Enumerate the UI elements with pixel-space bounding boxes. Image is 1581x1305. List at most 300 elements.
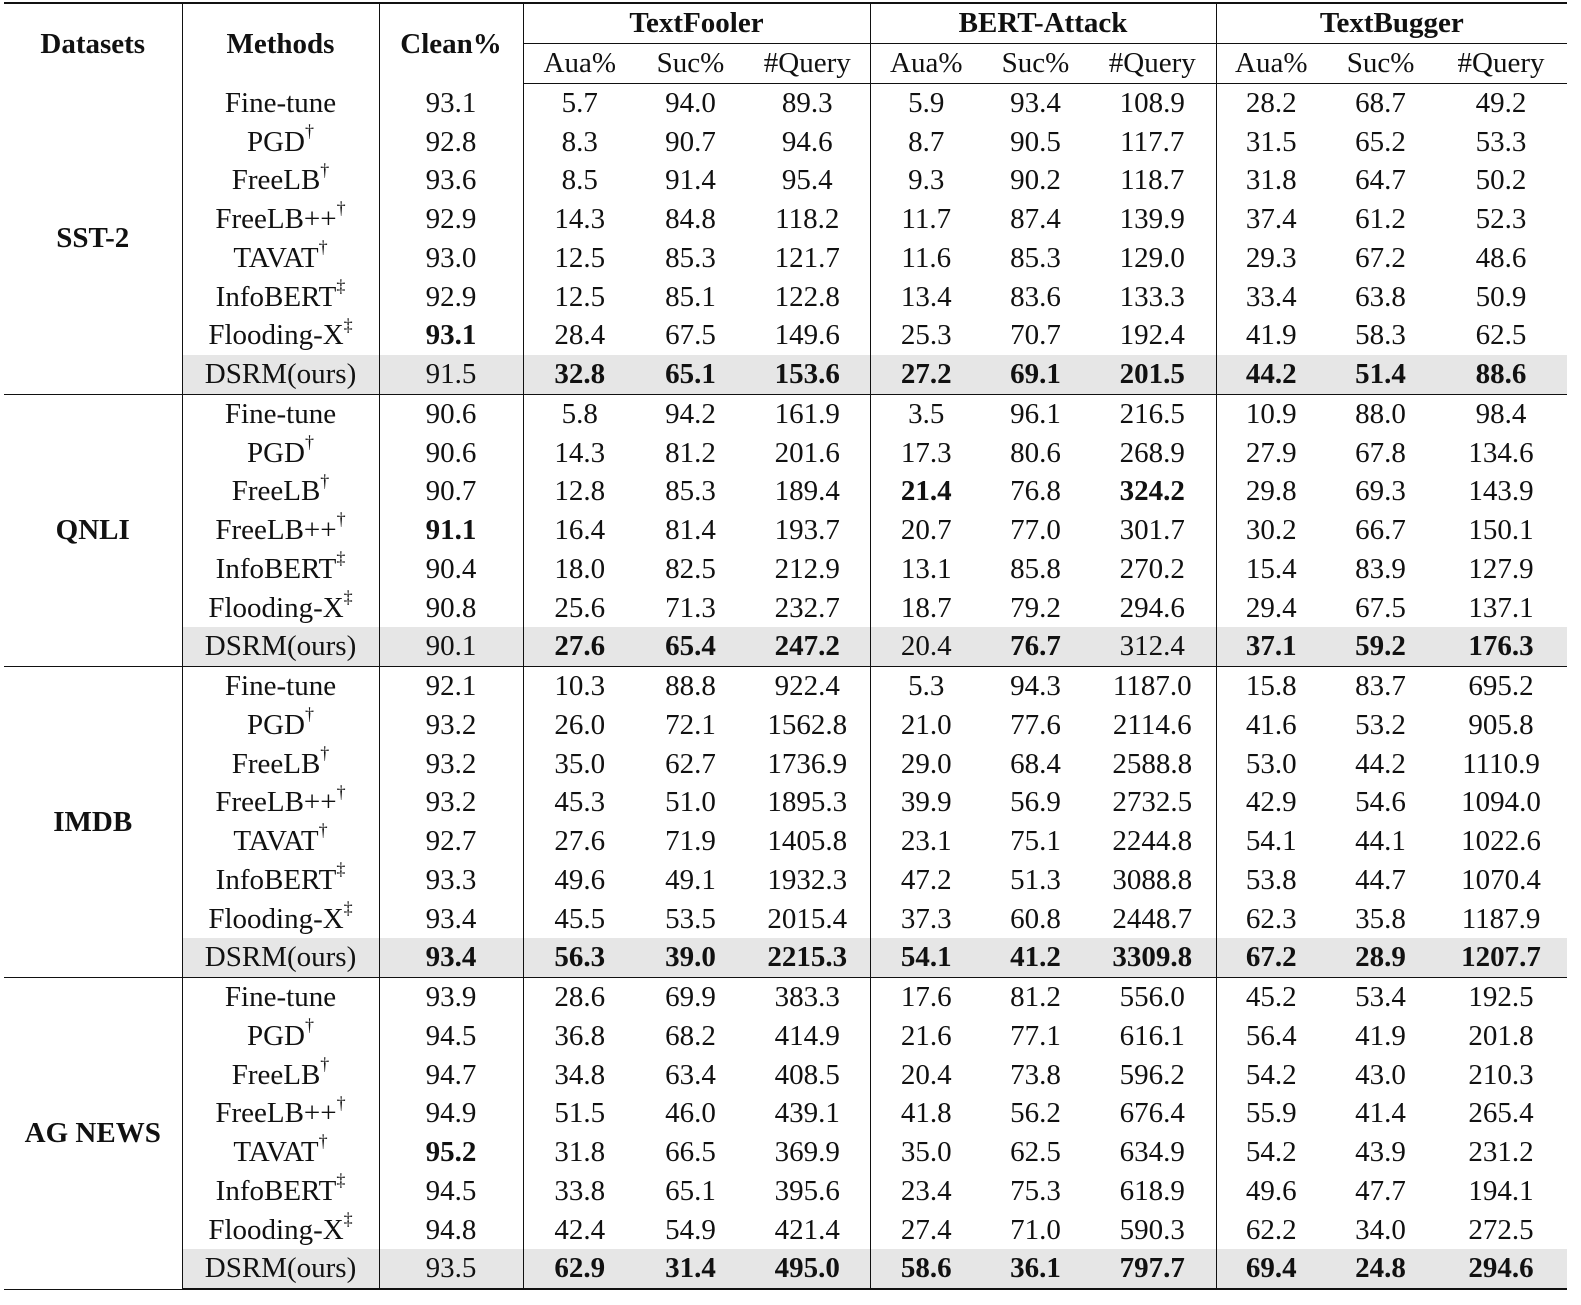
value-cell: 556.0 [1089, 977, 1216, 1016]
value-cell: 27.6 [523, 627, 636, 666]
clean-cell: 93.6 [379, 161, 523, 200]
clean-cell: 93.4 [379, 899, 523, 938]
method-name: DSRM(ours) [204, 1252, 357, 1285]
dataset-label: QNLI [4, 394, 182, 666]
value-cell: 27.9 [1245, 436, 1297, 469]
method-name: FreeLB++ [215, 1097, 337, 1130]
table-row [4, 977, 1567, 1016]
value-cell: 676.4 [1089, 1094, 1216, 1133]
method-cell [182, 627, 379, 666]
value-cell: 231.2 [1468, 1136, 1534, 1169]
value-cell: 216.5 [1089, 394, 1216, 433]
value-cell: 84.8 [665, 203, 716, 236]
value-cell: 312.4 [1089, 627, 1216, 666]
value-cell: 49.1 [665, 863, 716, 896]
value-cell: 5.3 [870, 666, 982, 705]
method-name: PGD [246, 708, 305, 741]
value-cell: 16.4 [554, 514, 606, 547]
value-cell: 12.8 [554, 475, 606, 508]
method-name: DSRM(ours) [204, 358, 357, 391]
method-cell [182, 511, 379, 550]
value-cell: 94.2 [636, 394, 745, 433]
method-cell [182, 277, 379, 316]
value-cell: 73.8 [1010, 1058, 1061, 1091]
value-cell: 69.4 [1216, 1249, 1326, 1288]
value-cell: 43.9 [1355, 1136, 1406, 1169]
value-cell: 5.8 [523, 394, 636, 433]
value-cell: 39.9 [900, 786, 952, 819]
value-cell: 41.8 [900, 1097, 952, 1130]
clean-cell: 90.1 [379, 627, 523, 666]
method-mark: ‡ [343, 1210, 353, 1229]
value-cell: 10.9 [1216, 394, 1326, 433]
value-cell: 77.0 [1010, 514, 1061, 547]
value-cell: 44.1 [1355, 825, 1406, 858]
clean-cell: 94.9 [379, 1094, 523, 1133]
value-cell: 36.8 [554, 1019, 606, 1052]
clean-cell: 94.8 [379, 1210, 523, 1249]
header-datasets: Datasets [4, 3, 182, 83]
method-cell [182, 122, 379, 161]
value-cell: 1094.0 [1461, 786, 1541, 819]
method-mark: ‡ [336, 860, 346, 880]
method-cell [182, 744, 379, 783]
value-cell: 414.9 [745, 1017, 870, 1056]
header-metric-query: #Query [1435, 43, 1567, 83]
value-cell: 176.3 [1435, 627, 1567, 666]
table-row [4, 122, 1567, 161]
value-cell: 76.7 [982, 627, 1089, 666]
method-mark: ‡ [336, 549, 346, 569]
value-cell: 62.9 [523, 1249, 636, 1288]
clean-cell: 90.6 [379, 394, 523, 433]
table-row [4, 550, 1567, 589]
value-cell: 12.5 [554, 241, 606, 274]
value-cell: 2448.7 [1089, 899, 1216, 938]
method-name: Fine-tune [224, 670, 337, 703]
method-mark: † [320, 472, 330, 491]
value-cell: 62.2 [1245, 1213, 1297, 1246]
value-cell: 439.1 [745, 1094, 870, 1133]
header-metric-aua: Aua% [1216, 43, 1326, 83]
value-cell: 28.9 [1326, 938, 1435, 977]
value-cell: 56.2 [1010, 1097, 1061, 1130]
value-cell: 1932.3 [745, 861, 870, 900]
value-cell: 20.4 [870, 627, 982, 666]
value-cell: 48.6 [1475, 241, 1527, 274]
method-cell [182, 433, 379, 472]
value-cell: 53.4 [1326, 977, 1435, 1016]
header-textbugger: TextBugger [1216, 3, 1567, 43]
value-cell: 194.1 [1468, 1174, 1534, 1207]
value-cell: 58.3 [1355, 319, 1406, 352]
value-cell: 49.6 [1245, 1174, 1297, 1207]
method-mark: † [320, 1055, 330, 1074]
method-name: Flooding-X [208, 1213, 344, 1246]
value-cell: 65.4 [636, 627, 745, 666]
table-row [4, 666, 1567, 705]
value-cell: 201.8 [1468, 1019, 1534, 1052]
value-cell: 5.9 [908, 86, 945, 119]
value-cell: 8.5 [561, 164, 598, 197]
table-body [4, 83, 1567, 1288]
value-cell: 62.7 [665, 747, 716, 780]
value-cell: 11.7 [901, 203, 952, 236]
method-cell [182, 588, 379, 627]
method-cell [182, 1055, 379, 1094]
value-cell: 35.0 [900, 1136, 952, 1169]
value-cell: 81.2 [665, 436, 716, 469]
header-metric-suc: Suc% [982, 43, 1089, 83]
value-cell: 54.2 [1245, 1058, 1297, 1091]
value-cell: 3.5 [870, 394, 982, 433]
method-name: DSRM(ours) [204, 630, 357, 663]
value-cell: 60.8 [1010, 902, 1061, 935]
value-cell: 90.2 [1010, 164, 1061, 197]
value-cell: 1895.3 [745, 783, 870, 822]
value-cell: 94.3 [982, 666, 1089, 705]
value-cell: 18.7 [900, 591, 952, 624]
value-cell: 134.6 [1468, 436, 1534, 469]
method-name: FreeLB++ [215, 203, 337, 236]
value-cell: 59.2 [1326, 627, 1435, 666]
value-cell: 31.8 [1245, 164, 1297, 197]
table-row [4, 1210, 1567, 1249]
value-cell: 1187.0 [1089, 666, 1216, 705]
value-cell: 108.9 [1089, 83, 1216, 122]
value-cell: 67.2 [1355, 241, 1406, 274]
value-cell: 45.3 [554, 786, 606, 819]
clean-cell: 91.5 [379, 355, 523, 394]
value-cell: 634.9 [1089, 1133, 1216, 1172]
value-cell: 5.7 [561, 86, 598, 119]
value-cell: 10.3 [523, 666, 636, 705]
value-cell: 1187.9 [1461, 902, 1541, 935]
clean-cell: 93.2 [379, 706, 523, 745]
clean-cell: 93.1 [379, 316, 523, 355]
header-metric-aua: Aua% [523, 43, 636, 83]
value-cell: 41.9 [1355, 1019, 1406, 1052]
value-cell: 52.3 [1475, 203, 1527, 236]
value-cell: 71.3 [665, 591, 716, 624]
value-cell: 153.6 [745, 355, 870, 394]
value-cell: 75.1 [1010, 825, 1061, 858]
value-cell: 51.5 [554, 1097, 606, 1130]
clean-cell: 93.2 [379, 783, 523, 822]
method-cell [182, 1249, 379, 1288]
dataset-label: AG NEWS [4, 977, 182, 1288]
clean-cell: 93.9 [379, 977, 523, 1016]
value-cell: 66.7 [1355, 514, 1406, 547]
value-cell: 69.1 [982, 355, 1089, 394]
clean-cell: 93.0 [379, 239, 523, 278]
method-cell [182, 1210, 379, 1249]
value-cell: 71.0 [1010, 1213, 1061, 1246]
value-cell: 8.3 [561, 125, 598, 158]
method-name: DSRM(ours) [204, 941, 357, 974]
method-mark: ‡ [343, 316, 353, 335]
value-cell: 294.6 [1435, 1249, 1567, 1288]
method-mark: ‡ [336, 277, 346, 296]
value-cell: 189.4 [745, 472, 870, 511]
value-cell: 1207.7 [1435, 938, 1567, 977]
value-cell: 37.1 [1216, 627, 1326, 666]
value-cell: 44.7 [1355, 863, 1406, 896]
table-row [4, 1249, 1567, 1288]
value-cell: 27.4 [900, 1213, 952, 1246]
header-metric-query: #Query [1089, 43, 1216, 83]
value-cell: 88.6 [1435, 355, 1567, 394]
value-cell: 46.0 [665, 1097, 716, 1130]
value-cell: 193.7 [745, 511, 870, 550]
value-cell: 270.2 [1089, 550, 1216, 589]
value-cell: 45.5 [554, 902, 606, 935]
value-cell: 51.3 [1010, 863, 1061, 896]
method-cell [182, 783, 379, 822]
dataset-label: IMDB [4, 666, 182, 977]
value-cell: 137.1 [1468, 591, 1534, 624]
value-cell: 77.1 [1010, 1019, 1061, 1052]
method-cell [182, 1133, 379, 1172]
method-mark: † [336, 199, 346, 219]
value-cell: 294.6 [1089, 588, 1216, 627]
table-row [4, 355, 1567, 394]
value-cell: 17.6 [870, 977, 982, 1016]
clean-cell: 94.5 [379, 1172, 523, 1211]
value-cell: 17.3 [900, 436, 952, 469]
method-mark: † [305, 1016, 314, 1036]
value-cell: 369.9 [745, 1133, 870, 1172]
clean-cell: 93.3 [379, 861, 523, 900]
value-cell: 232.7 [745, 588, 870, 627]
value-cell: 44.2 [1355, 747, 1406, 780]
value-cell: 2732.5 [1089, 783, 1216, 822]
value-cell: 62.5 [1010, 1136, 1061, 1169]
method-name: PGD [246, 125, 305, 158]
method-mark: † [305, 122, 314, 141]
clean-cell: 92.9 [379, 200, 523, 239]
value-cell: 72.1 [665, 708, 716, 741]
clean-cell: 92.7 [379, 822, 523, 861]
method-name: InfoBERT [215, 280, 337, 313]
value-cell: 395.6 [745, 1172, 870, 1211]
method-cell [182, 977, 379, 1016]
value-cell: 13.4 [900, 280, 952, 313]
method-name: Fine-tune [224, 981, 337, 1014]
value-cell: 695.2 [1435, 666, 1567, 705]
value-cell: 18.0 [554, 552, 606, 585]
table-row [4, 83, 1567, 122]
value-cell: 85.3 [1010, 241, 1061, 274]
value-cell: 21.0 [900, 708, 952, 741]
method-name: Flooding-X [208, 902, 344, 935]
value-cell: 54.1 [870, 938, 982, 977]
value-cell: 41.9 [1245, 319, 1297, 352]
value-cell: 85.3 [665, 241, 716, 274]
value-cell: 65.1 [665, 1174, 716, 1207]
value-cell: 42.4 [554, 1213, 606, 1246]
value-cell: 55.9 [1245, 1097, 1297, 1130]
value-cell: 37.4 [1245, 203, 1297, 236]
method-cell [182, 316, 379, 355]
value-cell: 14.3 [554, 203, 606, 236]
value-cell: 1110.9 [1462, 747, 1540, 780]
table-row [4, 161, 1567, 200]
clean-cell: 93.5 [379, 1249, 523, 1288]
value-cell: 23.1 [900, 825, 952, 858]
value-cell: 161.9 [745, 394, 870, 433]
value-cell: 67.5 [665, 319, 716, 352]
value-cell: 268.9 [1089, 433, 1216, 472]
header-metric-suc: Suc% [636, 43, 745, 83]
method-cell [182, 666, 379, 705]
header-metric-query: #Query [745, 43, 870, 83]
value-cell: 34.8 [554, 1058, 606, 1091]
value-cell: 58.6 [870, 1249, 982, 1288]
method-mark: † [318, 238, 328, 258]
value-cell: 13.1 [900, 552, 952, 585]
method-cell [182, 200, 379, 239]
value-cell: 76.8 [1010, 475, 1061, 508]
value-cell: 42.9 [1245, 786, 1297, 819]
value-cell: 149.6 [745, 316, 870, 355]
value-cell: 79.2 [1010, 591, 1061, 624]
value-cell: 80.6 [1010, 436, 1061, 469]
value-cell: 20.4 [900, 1058, 952, 1091]
value-cell: 265.4 [1468, 1097, 1534, 1130]
value-cell: 63.4 [665, 1058, 716, 1091]
method-name: Flooding-X [208, 319, 344, 352]
value-cell: 1736.9 [745, 744, 870, 783]
value-cell: 96.1 [982, 394, 1089, 433]
value-cell: 616.1 [1089, 1017, 1216, 1056]
value-cell: 212.9 [745, 550, 870, 589]
method-name: InfoBERT [215, 1174, 337, 1207]
value-cell: 53.3 [1475, 125, 1527, 158]
value-cell: 2244.8 [1089, 822, 1216, 861]
value-cell: 82.5 [665, 552, 716, 585]
value-cell: 29.4 [1245, 591, 1297, 624]
value-cell: 85.8 [1010, 552, 1061, 585]
value-cell: 50.9 [1475, 280, 1527, 313]
value-cell: 35.8 [1355, 902, 1406, 935]
value-cell: 63.8 [1355, 280, 1406, 313]
value-cell: 495.0 [745, 1249, 870, 1288]
method-cell [182, 355, 379, 394]
clean-cell: 90.6 [379, 433, 523, 472]
value-cell: 54.1 [1245, 825, 1297, 858]
method-cell [182, 899, 379, 938]
method-mark: † [318, 1132, 328, 1152]
value-cell: 54.2 [1245, 1136, 1297, 1169]
value-cell: 905.8 [1468, 708, 1534, 741]
method-mark: † [320, 744, 330, 763]
clean-cell: 92.9 [379, 277, 523, 316]
value-cell: 3088.8 [1089, 861, 1216, 900]
value-cell: 143.9 [1468, 475, 1534, 508]
method-name: Flooding-X [208, 591, 344, 624]
value-cell: 67.5 [1355, 591, 1406, 624]
value-cell: 28.2 [1245, 86, 1297, 119]
value-cell: 53.0 [1245, 747, 1297, 780]
value-cell: 121.7 [745, 239, 870, 278]
method-name: InfoBERT [215, 552, 337, 585]
value-cell: 33.4 [1245, 280, 1297, 313]
value-cell: 88.8 [636, 666, 745, 705]
value-cell: 1022.6 [1461, 825, 1541, 858]
table-row [4, 394, 1567, 433]
method-cell [182, 822, 379, 861]
value-cell: 383.3 [745, 977, 870, 1016]
value-cell: 20.7 [900, 514, 952, 547]
method-mark: † [305, 705, 314, 725]
method-cell [182, 472, 379, 511]
header-metric-aua: Aua% [870, 43, 982, 83]
method-cell [182, 239, 379, 278]
method-name: InfoBERT [215, 863, 337, 896]
value-cell: 83.7 [1326, 666, 1435, 705]
value-cell: 797.7 [1089, 1249, 1216, 1288]
value-cell: 31.5 [1245, 125, 1297, 158]
value-cell: 3309.8 [1089, 938, 1216, 977]
method-cell [182, 706, 379, 745]
value-cell: 43.0 [1355, 1058, 1406, 1091]
method-mark: † [320, 161, 330, 180]
header-clean: Clean% [379, 3, 523, 83]
value-cell: 31.8 [554, 1136, 606, 1169]
method-name: TAVAT [233, 1136, 319, 1169]
value-cell: 95.4 [745, 161, 870, 200]
value-cell: 15.8 [1216, 666, 1326, 705]
value-cell: 66.5 [665, 1136, 716, 1169]
value-cell: 53.5 [665, 902, 716, 935]
value-cell: 65.1 [636, 355, 745, 394]
method-name: FreeLB++ [215, 786, 337, 819]
method-mark: ‡ [336, 1171, 346, 1191]
bottom-rule [4, 1289, 1567, 1290]
value-cell: 1070.4 [1461, 863, 1541, 896]
value-cell: 54.6 [1355, 786, 1406, 819]
value-cell: 87.4 [1010, 203, 1061, 236]
clean-cell: 93.4 [379, 938, 523, 977]
value-cell: 37.3 [900, 902, 952, 935]
value-cell: 68.4 [1010, 747, 1061, 780]
value-cell: 68.2 [665, 1019, 716, 1052]
value-cell: 29.0 [900, 747, 952, 780]
table-row [4, 822, 1567, 861]
value-cell: 44.2 [1216, 355, 1326, 394]
table-row [4, 511, 1567, 550]
method-mark: † [318, 821, 328, 841]
method-name: Fine-tune [224, 86, 337, 119]
value-cell: 62.3 [1245, 902, 1297, 935]
value-cell: 75.3 [1010, 1174, 1061, 1207]
value-cell: 247.2 [745, 627, 870, 666]
value-cell: 27.6 [554, 825, 606, 858]
value-cell: 29.8 [1245, 475, 1297, 508]
method-mark: ‡ [343, 588, 353, 607]
value-cell: 192.5 [1435, 977, 1567, 1016]
table-row [4, 1094, 1567, 1133]
table-row [4, 783, 1567, 822]
value-cell: 94.0 [665, 86, 716, 119]
value-cell: 408.5 [745, 1055, 870, 1094]
table-row [4, 239, 1567, 278]
method-name: PGD [246, 436, 305, 469]
method-cell [182, 1094, 379, 1133]
header-bert-attack: BERT-Attack [870, 3, 1216, 43]
value-cell: 67.2 [1216, 938, 1326, 977]
